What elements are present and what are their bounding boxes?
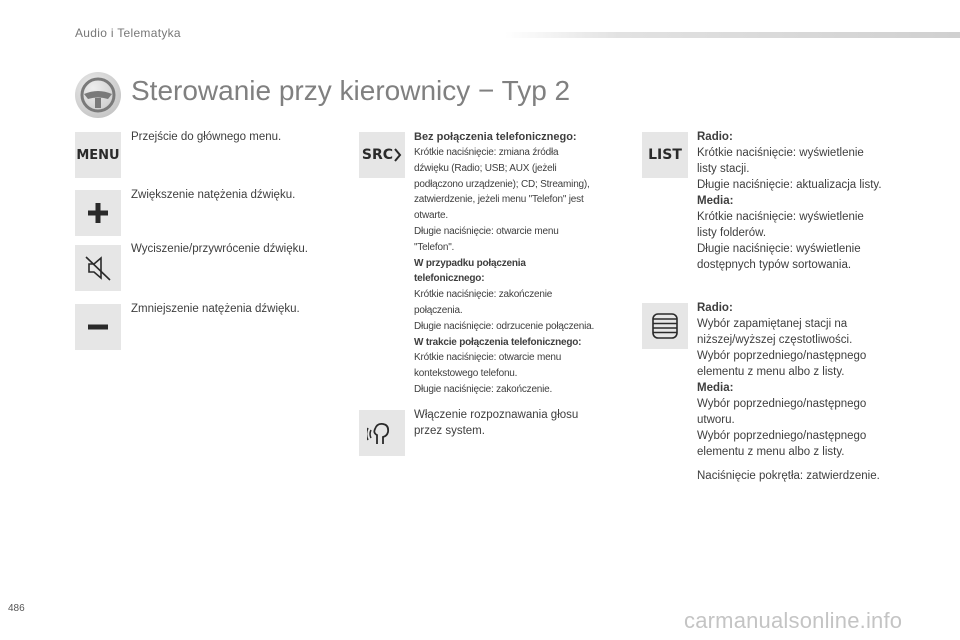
thumbwheel-icon: [642, 303, 688, 349]
menu-button-icon: [75, 132, 121, 178]
volume-down-description: Zmniejszenie natężenia dźwięku.: [131, 303, 300, 315]
mute-description: Wyciszenie/przywrócenie dźwięku.: [131, 243, 308, 255]
menu-description: Przejście do głównego menu.: [131, 131, 282, 143]
voice-command-icon: [359, 410, 405, 456]
wheel-line: Wybór poprzedniego/następnego: [697, 398, 867, 410]
wheel-line: Wybór poprzedniego/następnego: [697, 350, 867, 362]
src-line: połączenia.: [414, 304, 463, 316]
list-line: listy stacji.: [697, 163, 750, 175]
thumbwheel-description: [697, 300, 866, 460]
wheel-line: Wybór poprzedniego/następnego: [697, 430, 867, 442]
voice-description: [414, 407, 578, 439]
list-line: Długie naciśnięcie: aktualizacja listy.: [697, 179, 882, 191]
list-media-heading: Media:: [697, 195, 734, 207]
src-line: Długie naciśnięcie: odrzucenie połączenia.: [414, 320, 595, 332]
minus-icon: [75, 304, 121, 350]
list-line: Długie naciśnięcie: wyświetlenie: [697, 243, 861, 255]
voice-line: Włączenie rozpoznawania głosu: [414, 409, 579, 421]
src-line: "Telefon".: [414, 241, 455, 253]
list-description: [697, 129, 882, 273]
header-bar: [505, 32, 960, 38]
voice-line: przez system.: [414, 425, 485, 437]
src-heading-during: W trakcie połączenia telefonicznego:: [414, 336, 582, 348]
watermark: carmanualsonline.info: [684, 608, 903, 633]
page-number: 486: [8, 603, 25, 614]
src-line: Długie naciśnięcie: zakończenie.: [414, 383, 553, 395]
src-line: otwarte.: [414, 210, 448, 222]
wheel-line: elementu z menu albo z listy.: [697, 446, 845, 458]
wheel-line: elementu z menu albo z listy.: [697, 366, 845, 378]
wheel-radio-heading: Radio:: [697, 302, 733, 314]
list-button-icon: [642, 132, 688, 178]
list-line: Krótkie naciśnięcie: wyświetlenie: [697, 211, 864, 223]
src-line: Krótkie naciśnięcie: otwarcie menu: [414, 352, 562, 364]
src-line: dźwięku (Radio; USB; AUX (jeżeli: [414, 162, 557, 174]
wheel-line: utworu.: [697, 414, 735, 426]
wheel-press-description: Naciśnięcie pokrętła: zatwierdzenie.: [697, 470, 880, 482]
mute-icon: [75, 245, 121, 291]
src-line: Krótkie naciśnięcie: zakończenie: [414, 289, 553, 301]
page-title: Sterowanie przy kierownicy − Typ 2: [131, 75, 571, 106]
src-heading-incoming-2: telefonicznego:: [414, 273, 485, 285]
wheel-media-heading: Media:: [697, 382, 734, 394]
src-line: Krótkie naciśnięcie: zmiana źródła: [414, 147, 559, 158]
src-heading-no-call: Bez połączenia telefonicznego:: [414, 131, 577, 143]
src-heading-incoming: W przypadku połączenia: [414, 257, 526, 269]
src-line: zatwierdzenie, jeżeli menu "Telefon" jest: [414, 194, 584, 206]
list-radio-heading: Radio:: [697, 131, 733, 143]
section-title: Audio i Telematyka: [75, 26, 181, 40]
list-line: listy folderów.: [697, 227, 767, 239]
volume-up-description: Zwiększenie natężenia dźwięku.: [131, 189, 296, 201]
wheel-line: niższej/wyższej częstotliwości.: [697, 334, 853, 346]
src-line: podłączono urządzenie); CD; Streaming),: [414, 178, 590, 190]
src-line: Długie naciśnięcie: otwarcie menu: [414, 225, 559, 237]
src-icon-label: SRC: [361, 147, 394, 163]
list-line: dostępnych typów sortowania.: [697, 259, 852, 271]
wheel-line: Wybór zapamiętanej stacji na: [697, 318, 848, 330]
plus-icon: [75, 190, 121, 236]
menu-icon-label: MENU: [76, 147, 120, 163]
list-icon-label: LIST: [648, 147, 682, 163]
steering-wheel-icon: [75, 72, 121, 118]
src-description: [414, 129, 629, 398]
src-line: kontekstowego telefonu.: [414, 368, 518, 380]
src-button-icon: [359, 132, 405, 178]
list-line: Krótkie naciśnięcie: wyświetlenie: [697, 147, 864, 159]
